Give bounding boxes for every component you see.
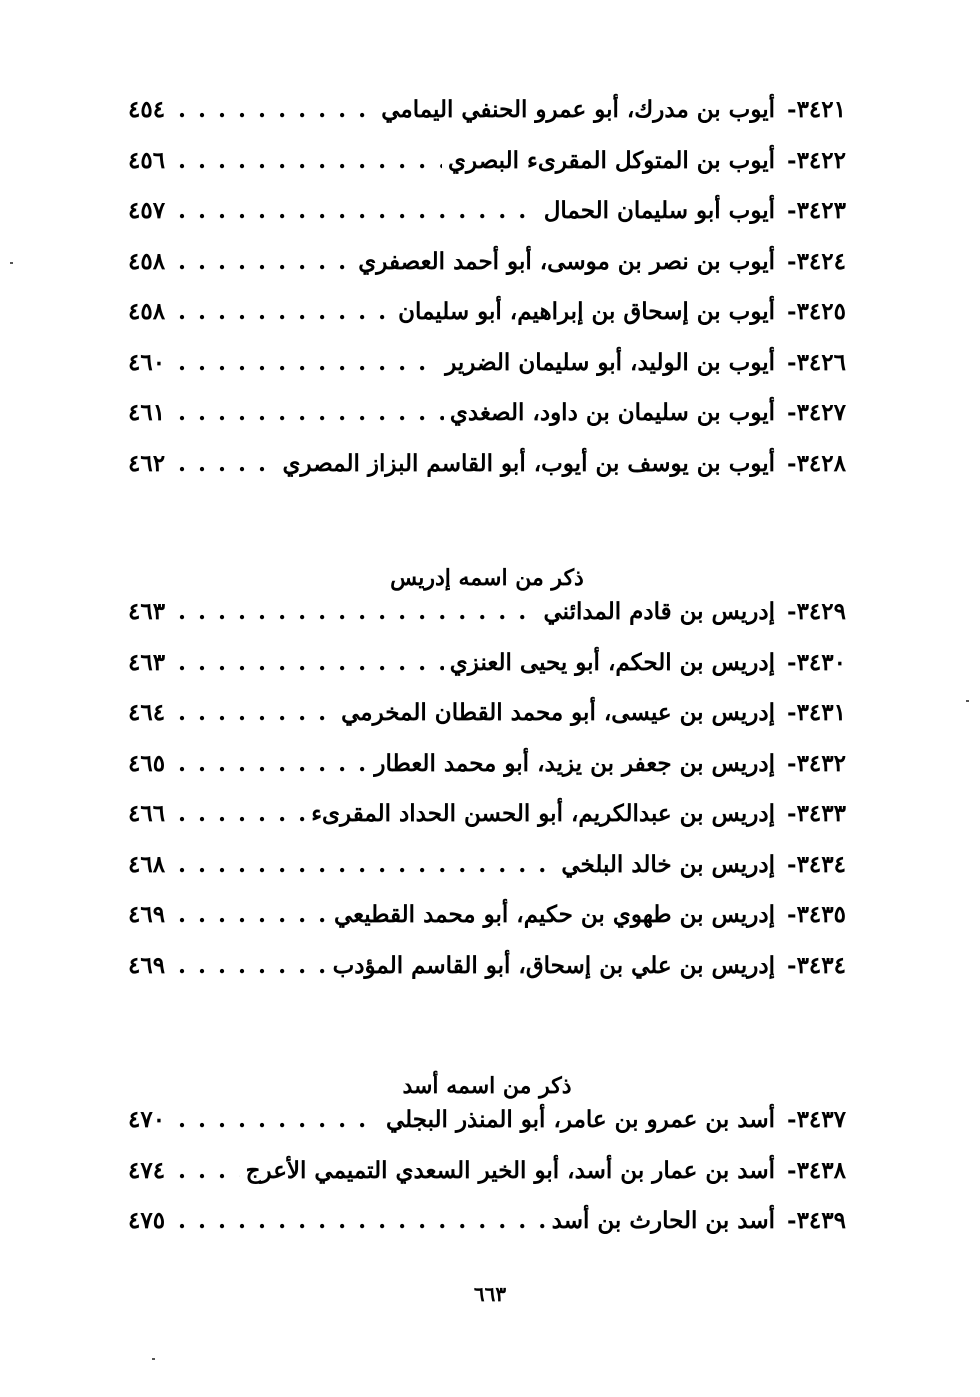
entry-text: إدريس بن قادم المدائني <box>543 598 776 625</box>
dot-leader <box>178 952 327 979</box>
entry-text: إدريس بن طهوي بن حكيم، أبو محمد القطيعي <box>333 901 776 928</box>
entry-text: إدريس بن جعفر بن يزيد، أبو محمد العطار <box>374 749 776 777</box>
entry-number: ٣٤٣٥- <box>787 901 846 928</box>
index-entry <box>128 952 846 1003</box>
scan-speck <box>10 262 13 264</box>
index-entry <box>128 1207 846 1258</box>
dot-leader <box>178 450 277 477</box>
index-entry <box>128 1157 846 1208</box>
entry-page-number: ٤٦٨ <box>128 850 166 878</box>
dot-leader <box>178 1207 546 1234</box>
dot-leader <box>178 248 352 275</box>
entry-number: ٣٤٢٣- <box>787 197 846 224</box>
index-list <box>128 96 846 1258</box>
dot-leader <box>178 1106 380 1133</box>
entry-page-number: ٤٥٨ <box>128 298 166 325</box>
entry-text: أيوب أبو سليمان الحمال <box>543 197 776 224</box>
dot-leader <box>178 750 368 777</box>
entry-number: ٣٤٢٤- <box>787 247 846 275</box>
entry-text: إدريس بن الحكم، أبو يحيى العنزي <box>449 648 776 676</box>
entry-page-number: ٤٥٦ <box>128 146 166 174</box>
entry-number: ٣٤٣٣- <box>787 800 846 827</box>
index-entry <box>128 197 846 248</box>
entry-page-number: ٤٧٤ <box>128 1156 166 1184</box>
index-entry <box>128 96 846 147</box>
dot-leader <box>178 147 442 174</box>
index-entry <box>128 298 846 349</box>
page-folio-number: ٦٦٣ <box>473 1282 507 1306</box>
entry-number: ٣٤٣١- <box>787 699 846 726</box>
entry-text: أيوب بن نصر بن موسى، أبو أحمد العصفري <box>358 247 776 275</box>
entry-text: أسد بن الحارث بن أسد <box>551 1207 776 1234</box>
index-section-idris <box>128 558 846 1002</box>
entry-text: أيوب بن سليمان بن داود، الصغدي <box>449 399 776 426</box>
entry-page-number: ٤٥٤ <box>128 96 166 123</box>
dot-leader <box>178 598 537 625</box>
entry-number: ٣٤٣٤- <box>787 850 846 878</box>
entry-page-number: ٤٦٠ <box>128 348 166 376</box>
entry-number: ٣٤٣٧- <box>787 1106 846 1133</box>
index-entry <box>128 851 846 902</box>
entry-number: ٣٤٣٠- <box>787 648 846 676</box>
entry-text: أسد بن عمار بن أسد، أبو الخير السعدي التميمي الأعرج <box>245 1156 776 1184</box>
entry-number: ٣٤٢٩- <box>787 598 846 625</box>
entry-page-number: ٤٦٣ <box>128 648 166 676</box>
index-section-ayyub <box>128 96 846 500</box>
entry-text: أيوب بن إسحاق بن إبراهيم، أبو سليمان <box>398 298 776 325</box>
index-section-asad <box>128 1066 846 1258</box>
index-entry <box>128 450 846 501</box>
section-heading: ذكر من اسمه إدريس <box>390 565 584 591</box>
entry-number: ٣٤٣٩- <box>787 1207 846 1234</box>
entry-page-number: ٤٥٧ <box>128 197 166 224</box>
index-entry <box>128 598 846 649</box>
dot-leader <box>178 298 392 325</box>
index-entry <box>128 901 846 952</box>
entry-page-number: ٤٧٠ <box>128 1106 166 1133</box>
scan-speck <box>966 700 969 702</box>
index-entry <box>128 750 846 801</box>
entry-number: ٣٤٢٢- <box>787 146 846 174</box>
entry-page-number: ٤٦٦ <box>128 800 166 827</box>
dot-leader <box>178 96 375 123</box>
dot-leader <box>178 901 328 928</box>
dot-leader <box>178 699 335 726</box>
index-entry <box>128 349 846 400</box>
index-entry <box>128 649 846 700</box>
dot-leader <box>178 349 439 376</box>
dot-leader <box>178 1157 240 1184</box>
index-entry <box>128 1106 846 1157</box>
entry-text: إدريس بن عبدالكريم، أبو الحسن الحداد المقرىء <box>311 800 776 827</box>
entry-page-number: ٤٦٣ <box>128 598 166 625</box>
entry-text: إدريس بن خالد البلخي <box>561 850 776 878</box>
entry-text: أسد بن عمرو بن عامر، أبو المنذر البجلي <box>385 1106 776 1133</box>
scan-speck <box>152 1358 155 1360</box>
entry-number: ٣٤٣٢- <box>787 749 846 777</box>
dot-leader <box>178 197 538 224</box>
entry-page-number: ٤٦٩ <box>128 951 166 979</box>
section-heading: ذكر من اسمه أسد <box>402 1073 572 1099</box>
entry-text: أيوب بن الوليد، أبو سليمان الضرير <box>445 348 776 376</box>
entry-number: ٣٤٢٥- <box>787 298 846 325</box>
index-entry <box>128 800 846 851</box>
entry-text: إدريس بن عيسى، أبو محمد القطان المخرمي <box>341 699 776 726</box>
entry-page-number: ٤٥٨ <box>128 247 166 275</box>
entry-text: أيوب بن المتوكل المقرىء البصري <box>448 146 776 174</box>
entry-number: ٣٤٢٦- <box>787 348 846 376</box>
entry-page-number: ٤٦٤ <box>128 699 166 726</box>
index-entry <box>128 699 846 750</box>
index-entry <box>128 399 846 450</box>
entry-page-number: ٤٦٥ <box>128 749 166 777</box>
entry-number: ٣٤٣٨- <box>787 1156 846 1184</box>
entry-number: ٣٤٣٤- <box>787 951 846 979</box>
dot-leader <box>178 800 305 827</box>
index-entry <box>128 248 846 299</box>
entry-page-number: ٤٦٢ <box>128 449 166 477</box>
entry-page-number: ٤٧٥ <box>128 1207 166 1234</box>
dot-leader <box>178 649 444 676</box>
entry-page-number: ٤٦٩ <box>128 901 166 928</box>
index-entry <box>128 147 846 198</box>
dot-leader <box>178 851 555 878</box>
entry-page-number: ٤٦١ <box>128 399 166 426</box>
entry-number: ٣٤٢٧- <box>787 399 846 426</box>
entry-text: إدريس بن علي بن إسحاق، أبو القاسم المؤدب <box>332 951 776 979</box>
entry-number: ٣٤٢١- <box>787 96 846 123</box>
dot-leader <box>178 399 444 426</box>
entry-number: ٣٤٢٨- <box>787 449 846 477</box>
entry-text: أيوب بن يوسف بن أيوب، أبو القاسم البزاز المصري <box>282 449 776 477</box>
entry-text: أيوب بن مدرك، أبو عمرو الحنفي اليمامي <box>381 96 776 123</box>
